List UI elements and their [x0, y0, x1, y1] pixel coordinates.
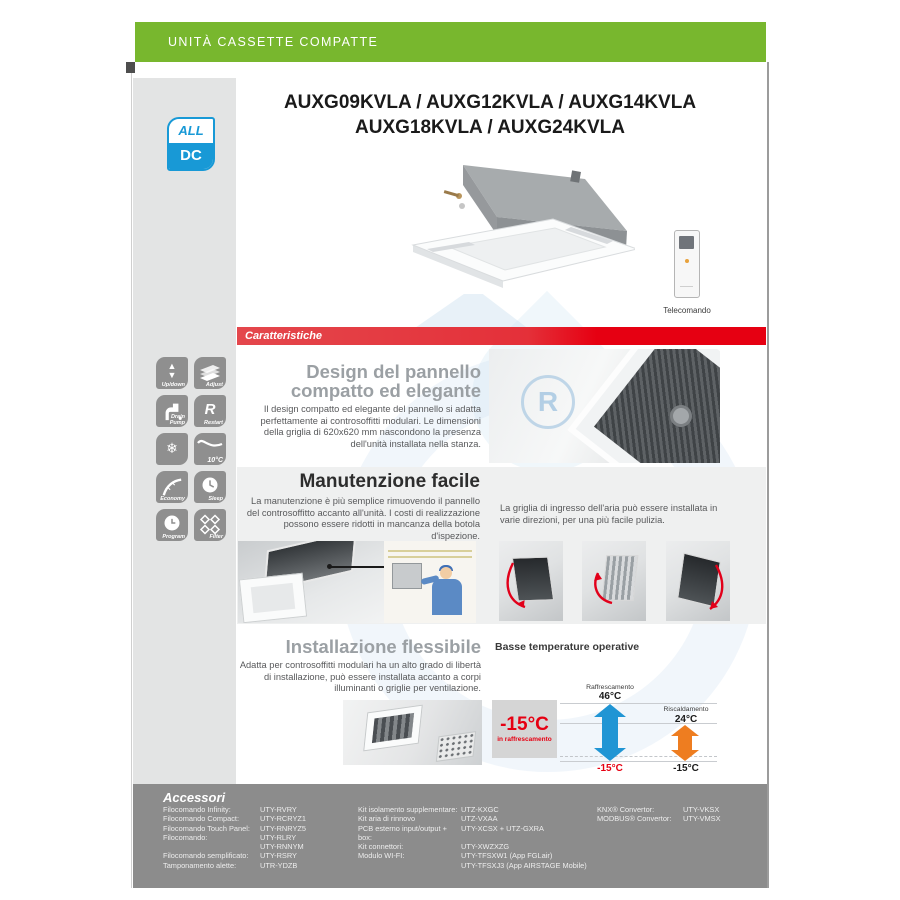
feature-icon-grid [156, 357, 232, 541]
accessory-row: Filocomando Compact: UTY-RCRYZ1 [163, 814, 306, 824]
economy-icon: Economy [156, 471, 188, 503]
drain-pump-icon: Drain Pump [156, 395, 188, 427]
installation-section-body: Adatta per controsoffitti modulari ha un alto grado di libertà di installazione, può essere installata accanto a corpi illuminanti o griglie per ventilazione. [239, 660, 481, 694]
page-left-edge [131, 62, 132, 888]
model-line-2: AUXG18KVLA / AUXG24KVLA [355, 117, 625, 138]
all-dc-badge [167, 117, 215, 171]
design-panel-photo [489, 349, 720, 463]
cassette-in-ceiling [363, 705, 423, 752]
low-temp-10c-icon: 10°C [194, 433, 226, 465]
accessory-row: KNX® Convertor: UTY-VKSX [597, 805, 720, 814]
accessory-row: PCB esterno input/output + box: UTY-XCSX + UTZ-GXRA [358, 823, 544, 842]
cooling-min-value: -15°C [597, 763, 623, 774]
design-section-heading: Design del pannello compatto ed elegante [290, 361, 481, 401]
accessories-column-3 [597, 805, 721, 824]
remote-button [685, 259, 689, 263]
accessory-row: Kit aria di rinnovo UTZ-VXAA [358, 814, 498, 824]
page-title [255, 90, 725, 140]
updown-icon: ▲▼ Up/down [156, 357, 188, 389]
design-section-body: Il design compatto ed elegante del pannello si adatta perfettamente ai controsoffitti modulari. Le dimensioni della griglia di 620x620 mm nascondono la presenza dell'unità installata nella stanza. [260, 404, 481, 449]
low-temp-value: -15°C [500, 714, 549, 735]
red-arrow-icon [582, 541, 646, 621]
cooling-series-label: Raffrescamento [586, 684, 634, 691]
maintenance-body-right: La griglia di ingresso dell'aria può essere installata in varie direzioni, per una più facile pulizia. [500, 503, 718, 525]
accessory-row: UTY-TFSXJ3 (App AIRSTAGE Mobile) [461, 860, 587, 870]
filter-icon: Filter [194, 509, 226, 541]
accessory-row: Filocomando Infinity: UTY-RVRY [163, 805, 297, 814]
remote-detail [680, 286, 693, 288]
maintenance-illustration [238, 541, 476, 623]
technician-head [440, 567, 452, 579]
accessories-column-1 [163, 805, 306, 870]
heating-max-value: 24°C [674, 714, 698, 725]
accessory-row: MODBUS® Convertor: UTY-VMSX [597, 814, 721, 824]
red-arrow-icon [499, 541, 563, 621]
grille-direction-photo-1 [499, 541, 563, 621]
technician-drawing [384, 541, 476, 623]
features-banner-label: Caratteristiche [245, 330, 323, 342]
program-icon: Program [156, 509, 188, 541]
sleep-icon: Sleep [194, 471, 226, 503]
accessory-row: Modulo WI-FI: UTY-TFSXW1 (App FGLair) [358, 851, 553, 861]
page-corner-mark [126, 62, 135, 73]
accessories-column-2 [358, 805, 587, 870]
remote-screen [679, 236, 694, 249]
registered-mark-watermark: R [521, 375, 575, 429]
installation-section-heading: Installazione flessibile [285, 636, 481, 657]
ceiling-panel-photo [238, 541, 384, 623]
technician-body [432, 579, 462, 615]
accessory-row: UTY-RNNYM [260, 842, 304, 852]
heating-min-value: -15°C [673, 763, 699, 774]
heating-series-label: Riscaldamento [663, 706, 709, 713]
heating-range-arrow [671, 725, 699, 761]
features-banner [237, 327, 766, 345]
accessory-row: Filocomando: UTY-RLRY [163, 832, 297, 842]
restart-icon: R Restart [194, 395, 226, 427]
gridline-46 [560, 703, 717, 704]
category-title: UNITÀ CASSETTE COMPATTE [168, 35, 379, 49]
cool-fan-icon: ❄ [156, 433, 188, 465]
cassette-panel [239, 573, 307, 623]
installation-photo [343, 700, 482, 765]
maintenance-section-heading: Manutenzione facile [299, 471, 480, 492]
all-dc-top-label: ALL [178, 123, 204, 139]
grille-frame [576, 349, 720, 463]
page-right-edge [767, 62, 769, 888]
low-temp-box [492, 700, 557, 758]
accessory-row: Kit isolamento supplementare: UTZ-KXGC [358, 805, 499, 814]
cassette-unit-image [375, 153, 635, 328]
grille-mesh [594, 349, 720, 463]
category-header [135, 22, 766, 62]
remote-caption: Telecomando [663, 306, 711, 315]
low-temp-heading: Basse temperature operative [495, 641, 640, 653]
ventilation-grille [436, 731, 476, 762]
low-temp-caption: in raffrescamento [497, 736, 552, 743]
grille-direction-photo-3 [666, 541, 730, 621]
maintenance-body-left: La manutenzione è più semplice rimuovendo il pannello del controsoffitto accanto all'unità. I costi di realizzazione possono essere ridotti in mancanza della botola d'ispezione. [246, 496, 480, 541]
gridline-bottom [560, 761, 717, 762]
grille-direction-photo-2 [582, 541, 646, 621]
red-arrow-icon [666, 541, 730, 621]
all-dc-bottom-label: DC [169, 143, 213, 169]
accessory-row: Kit connettori: UTY-XWZXZG [358, 842, 510, 852]
accessory-row: Tamponamento alette: UTR-YDZB [163, 860, 298, 870]
accessories-heading: Accessori [163, 790, 226, 805]
accessory-row: Filocomando semplificato: UTY-RSRY [163, 851, 297, 861]
accessory-row: Filocomando Touch Panel: UTY-RNRYZ5 [163, 823, 306, 833]
cooling-max-value: 46°C [598, 691, 622, 702]
cooling-range-arrow [594, 704, 626, 761]
panel-being-removed [392, 563, 422, 589]
remote-control-image [674, 230, 700, 298]
adjust-icon: Adjust [194, 357, 226, 389]
model-line-1: AUXG09KVLA / AUXG12KVLA / AUXG14KVLA [283, 92, 697, 113]
